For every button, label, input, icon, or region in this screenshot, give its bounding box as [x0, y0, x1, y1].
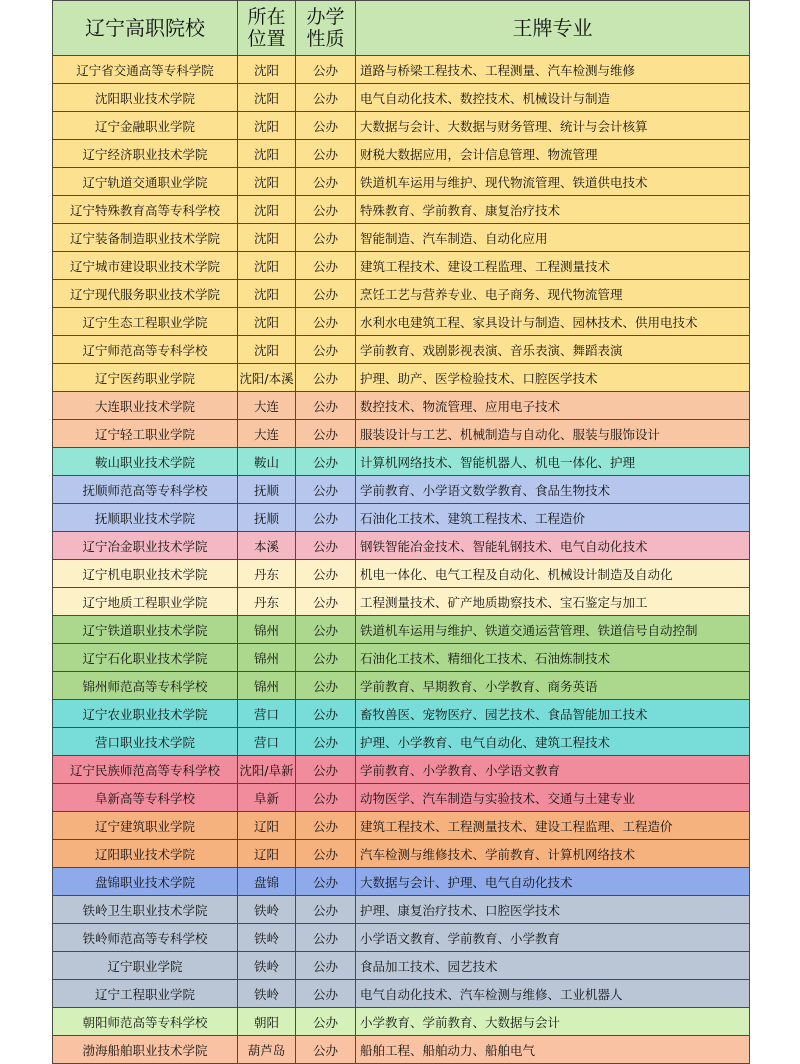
location-cell: 沈阳	[238, 112, 296, 140]
nature-cell: 公办	[296, 392, 356, 420]
school-name-cell: 辽宁现代服务职业技术学院	[53, 280, 238, 308]
school-name-cell: 辽宁装备制造职业技术学院	[53, 224, 238, 252]
majors-cell: 学前教育、小学语文数学教育、食品生物技术	[356, 476, 750, 504]
header-location: 所在位置	[238, 1, 296, 56]
location-cell: 辽阳	[238, 840, 296, 868]
school-name-cell: 铁岭师范高等专科学校	[53, 924, 238, 952]
nature-cell: 公办	[296, 588, 356, 616]
nature-cell: 公办	[296, 56, 356, 84]
location-cell: 阜新	[238, 784, 296, 812]
school-name-cell: 辽宁生态工程职业学院	[53, 308, 238, 336]
nature-cell: 公办	[296, 168, 356, 196]
nature-cell: 公办	[296, 924, 356, 952]
nature-cell: 公办	[296, 448, 356, 476]
majors-cell: 电气自动化技术、汽车检测与维修、工业机器人	[356, 980, 750, 1008]
table-row	[53, 1036, 750, 1064]
table-row	[53, 756, 750, 784]
school-name-cell: 辽宁省交通高等专科学院	[53, 56, 238, 84]
school-name-cell: 辽宁农业职业技术学院	[53, 700, 238, 728]
vocational-colleges-table	[52, 0, 750, 1064]
location-cell: 沈阳	[238, 168, 296, 196]
nature-cell: 公办	[296, 560, 356, 588]
nature-cell: 公办	[296, 840, 356, 868]
majors-cell: 食品加工技术、园艺技术	[356, 952, 750, 980]
location-cell: 铁岭	[238, 924, 296, 952]
nature-cell: 公办	[296, 1008, 356, 1036]
location-cell: 沈阳	[238, 252, 296, 280]
majors-cell: 水利水电建筑工程、家具设计与制造、园林技术、供用电技术	[356, 308, 750, 336]
location-cell: 朝阳	[238, 1008, 296, 1036]
majors-cell: 石油化工技术、精细化工技术、石油炼制技术	[356, 644, 750, 672]
school-name-cell: 大连职业技术学院	[53, 392, 238, 420]
majors-cell: 服装设计与工艺、机械制造与自动化、服装与服饰设计	[356, 420, 750, 448]
school-name-cell: 辽宁轻工职业学院	[53, 420, 238, 448]
majors-cell: 护理、小学教育、电气自动化、建筑工程技术	[356, 728, 750, 756]
majors-cell: 大数据与会计、护理、电气自动化技术	[356, 868, 750, 896]
nature-cell: 公办	[296, 504, 356, 532]
location-cell: 营口	[238, 700, 296, 728]
table-row	[53, 1008, 750, 1036]
majors-cell: 学前教育、戏剧影视表演、音乐表演、舞蹈表演	[356, 336, 750, 364]
majors-cell: 畜牧兽医、宠物医疗、园艺技术、食品智能加工技术	[356, 700, 750, 728]
location-cell: 盘锦	[238, 868, 296, 896]
majors-cell: 小学语文教育、学前教育、小学教育	[356, 924, 750, 952]
location-cell: 营口	[238, 728, 296, 756]
table-row	[53, 196, 750, 224]
majors-cell: 船舶工程、船舶动力、船舶电气	[356, 1036, 750, 1064]
nature-cell: 公办	[296, 252, 356, 280]
table-row	[53, 112, 750, 140]
table-row	[53, 896, 750, 924]
majors-cell: 工程测量技术、矿产地质勘察技术、宝石鉴定与加工	[356, 588, 750, 616]
school-name-cell: 锦州师范高等专科学校	[53, 672, 238, 700]
nature-cell: 公办	[296, 728, 356, 756]
location-cell: 抚顺	[238, 476, 296, 504]
majors-cell: 计算机网络技术、智能机器人、机电一体化、护理	[356, 448, 750, 476]
school-name-cell: 辽宁医药职业学院	[53, 364, 238, 392]
location-cell: 锦州	[238, 644, 296, 672]
school-name-cell: 辽宁城市建设职业技术学院	[53, 252, 238, 280]
table-row	[53, 700, 750, 728]
nature-cell: 公办	[296, 112, 356, 140]
location-cell: 铁岭	[238, 896, 296, 924]
school-name-cell: 辽宁石化职业技术学院	[53, 644, 238, 672]
nature-cell: 公办	[296, 700, 356, 728]
table-row	[53, 392, 750, 420]
majors-cell: 道路与桥梁工程技术、工程测量、汽车检测与维修	[356, 56, 750, 84]
table-row	[53, 952, 750, 980]
location-cell: 沈阳	[238, 84, 296, 112]
location-cell: 沈阳/本溪	[238, 364, 296, 392]
location-cell: 鞍山	[238, 448, 296, 476]
school-name-cell: 辽宁机电职业技术学院	[53, 560, 238, 588]
majors-cell: 小学教育、学前教育、大数据与会计	[356, 1008, 750, 1036]
table-row	[53, 336, 750, 364]
location-cell: 沈阳	[238, 280, 296, 308]
table-row	[53, 980, 750, 1008]
nature-cell: 公办	[296, 784, 356, 812]
location-cell: 沈阳/阜新	[238, 756, 296, 784]
majors-cell: 财税大数据应用，会计信息管理、物流管理	[356, 140, 750, 168]
school-name-cell: 抚顺职业技术学院	[53, 504, 238, 532]
school-name-cell: 辽宁师范高等专科学校	[53, 336, 238, 364]
table-row	[53, 868, 750, 896]
school-name-cell: 盘锦职业技术学院	[53, 868, 238, 896]
school-name-cell: 辽宁经济职业技术学院	[53, 140, 238, 168]
location-cell: 沈阳	[238, 196, 296, 224]
table-row	[53, 840, 750, 868]
table-row	[53, 252, 750, 280]
majors-cell: 烹饪工艺与营养专业、电子商务、现代物流管理	[356, 280, 750, 308]
table-row	[53, 560, 750, 588]
school-name-cell: 抚顺师范高等专科学校	[53, 476, 238, 504]
table-row	[53, 168, 750, 196]
school-name-cell: 辽宁工程职业学院	[53, 980, 238, 1008]
school-name-cell: 辽宁轨道交通职业学院	[53, 168, 238, 196]
nature-cell: 公办	[296, 896, 356, 924]
nature-cell: 公办	[296, 224, 356, 252]
school-name-cell: 朝阳师范高等专科学校	[53, 1008, 238, 1036]
nature-cell: 公办	[296, 364, 356, 392]
location-cell: 大连	[238, 392, 296, 420]
table-row	[53, 140, 750, 168]
location-cell: 锦州	[238, 672, 296, 700]
table-row	[53, 476, 750, 504]
majors-cell: 护理、助产、医学检验技术、口腔医学技术	[356, 364, 750, 392]
nature-cell: 公办	[296, 812, 356, 840]
nature-cell: 公办	[296, 196, 356, 224]
school-name-cell: 阜新高等专科学校	[53, 784, 238, 812]
majors-cell: 特殊教育、学前教育、康复治疗技术	[356, 196, 750, 224]
majors-cell: 机电一体化、电气工程及自动化、机械设计制造及自动化	[356, 560, 750, 588]
majors-cell: 石油化工技术、建筑工程技术、工程造价	[356, 504, 750, 532]
nature-cell: 公办	[296, 140, 356, 168]
school-name-cell: 辽宁铁道职业技术学院	[53, 616, 238, 644]
majors-cell: 建筑工程技术、建设工程监理、工程测量技术	[356, 252, 750, 280]
header-nature: 办学性质	[296, 1, 356, 56]
location-cell: 本溪	[238, 532, 296, 560]
location-cell: 沈阳	[238, 224, 296, 252]
location-cell: 沈阳	[238, 336, 296, 364]
school-name-cell: 鞍山职业技术学院	[53, 448, 238, 476]
table-row	[53, 504, 750, 532]
nature-cell: 公办	[296, 532, 356, 560]
location-cell: 辽阳	[238, 812, 296, 840]
table-row	[53, 812, 750, 840]
nature-cell: 公办	[296, 336, 356, 364]
school-name-cell: 辽宁冶金职业技术学院	[53, 532, 238, 560]
majors-cell: 数控技术、物流管理、应用电子技术	[356, 392, 750, 420]
majors-cell: 铁道机车运用与维护、铁道交通运营管理、铁道信号自动控制	[356, 616, 750, 644]
school-name-cell: 辽宁民族师范高等专科学校	[53, 756, 238, 784]
majors-cell: 学前教育、早期教育、小学教育、商务英语	[356, 672, 750, 700]
header-school: 辽宁高职院校	[53, 1, 238, 56]
school-name-cell: 辽宁职业学院	[53, 952, 238, 980]
table-row	[53, 532, 750, 560]
nature-cell: 公办	[296, 644, 356, 672]
nature-cell: 公办	[296, 476, 356, 504]
location-cell: 丹东	[238, 588, 296, 616]
nature-cell: 公办	[296, 868, 356, 896]
school-name-cell: 辽宁特殊教育高等专科学校	[53, 196, 238, 224]
nature-cell: 公办	[296, 280, 356, 308]
majors-cell: 护理、康复治疗技术、口腔医学技术	[356, 896, 750, 924]
majors-cell: 学前教育、小学教育、小学语文教育	[356, 756, 750, 784]
table-row	[53, 672, 750, 700]
table-row	[53, 308, 750, 336]
school-name-cell: 辽宁金融职业学院	[53, 112, 238, 140]
header-majors: 王牌专业	[356, 1, 750, 56]
majors-cell: 大数据与会计、大数据与财务管理、统计与会计核算	[356, 112, 750, 140]
location-cell: 沈阳	[238, 140, 296, 168]
table-row	[53, 224, 750, 252]
nature-cell: 公办	[296, 84, 356, 112]
school-name-cell: 渤海船舶职业技术学院	[53, 1036, 238, 1064]
school-name-cell: 沈阳职业技术学院	[53, 84, 238, 112]
table-row	[53, 924, 750, 952]
table-row	[53, 420, 750, 448]
table-row	[53, 84, 750, 112]
location-cell: 葫芦岛	[238, 1036, 296, 1064]
location-cell: 锦州	[238, 616, 296, 644]
location-cell: 铁岭	[238, 952, 296, 980]
majors-cell: 建筑工程技术、工程测量技术、建设工程监理、工程造价	[356, 812, 750, 840]
table-header-row	[53, 1, 750, 56]
nature-cell: 公办	[296, 1036, 356, 1064]
majors-cell: 钢铁智能冶金技术、智能轧钢技术、电气自动化技术	[356, 532, 750, 560]
table-row	[53, 784, 750, 812]
location-cell: 抚顺	[238, 504, 296, 532]
nature-cell: 公办	[296, 980, 356, 1008]
school-name-cell: 营口职业技术学院	[53, 728, 238, 756]
majors-cell: 动物医学、汽车制造与实验技术、交通与土建专业	[356, 784, 750, 812]
school-name-cell: 辽宁建筑职业学院	[53, 812, 238, 840]
majors-cell: 铁道机车运用与维护、现代物流管理、铁道供电技术	[356, 168, 750, 196]
location-cell: 大连	[238, 420, 296, 448]
table-row	[53, 728, 750, 756]
table-row	[53, 616, 750, 644]
location-cell: 丹东	[238, 560, 296, 588]
nature-cell: 公办	[296, 420, 356, 448]
school-name-cell: 辽宁地质工程职业学院	[53, 588, 238, 616]
nature-cell: 公办	[296, 616, 356, 644]
table-row	[53, 280, 750, 308]
nature-cell: 公办	[296, 672, 356, 700]
school-name-cell: 铁岭卫生职业技术学院	[53, 896, 238, 924]
nature-cell: 公办	[296, 756, 356, 784]
location-cell: 沈阳	[238, 308, 296, 336]
majors-cell: 电气自动化技术、数控技术、机械设计与制造	[356, 84, 750, 112]
table-row	[53, 644, 750, 672]
majors-cell: 汽车检测与维修技术、学前教育、计算机网络技术	[356, 840, 750, 868]
table-row	[53, 588, 750, 616]
majors-cell: 智能制造、汽车制造、自动化应用	[356, 224, 750, 252]
location-cell: 铁岭	[238, 980, 296, 1008]
nature-cell: 公办	[296, 308, 356, 336]
nature-cell: 公办	[296, 952, 356, 980]
table-row	[53, 448, 750, 476]
location-cell: 沈阳	[238, 56, 296, 84]
school-name-cell: 辽阳职业技术学院	[53, 840, 238, 868]
table-row	[53, 364, 750, 392]
table-row	[53, 56, 750, 84]
